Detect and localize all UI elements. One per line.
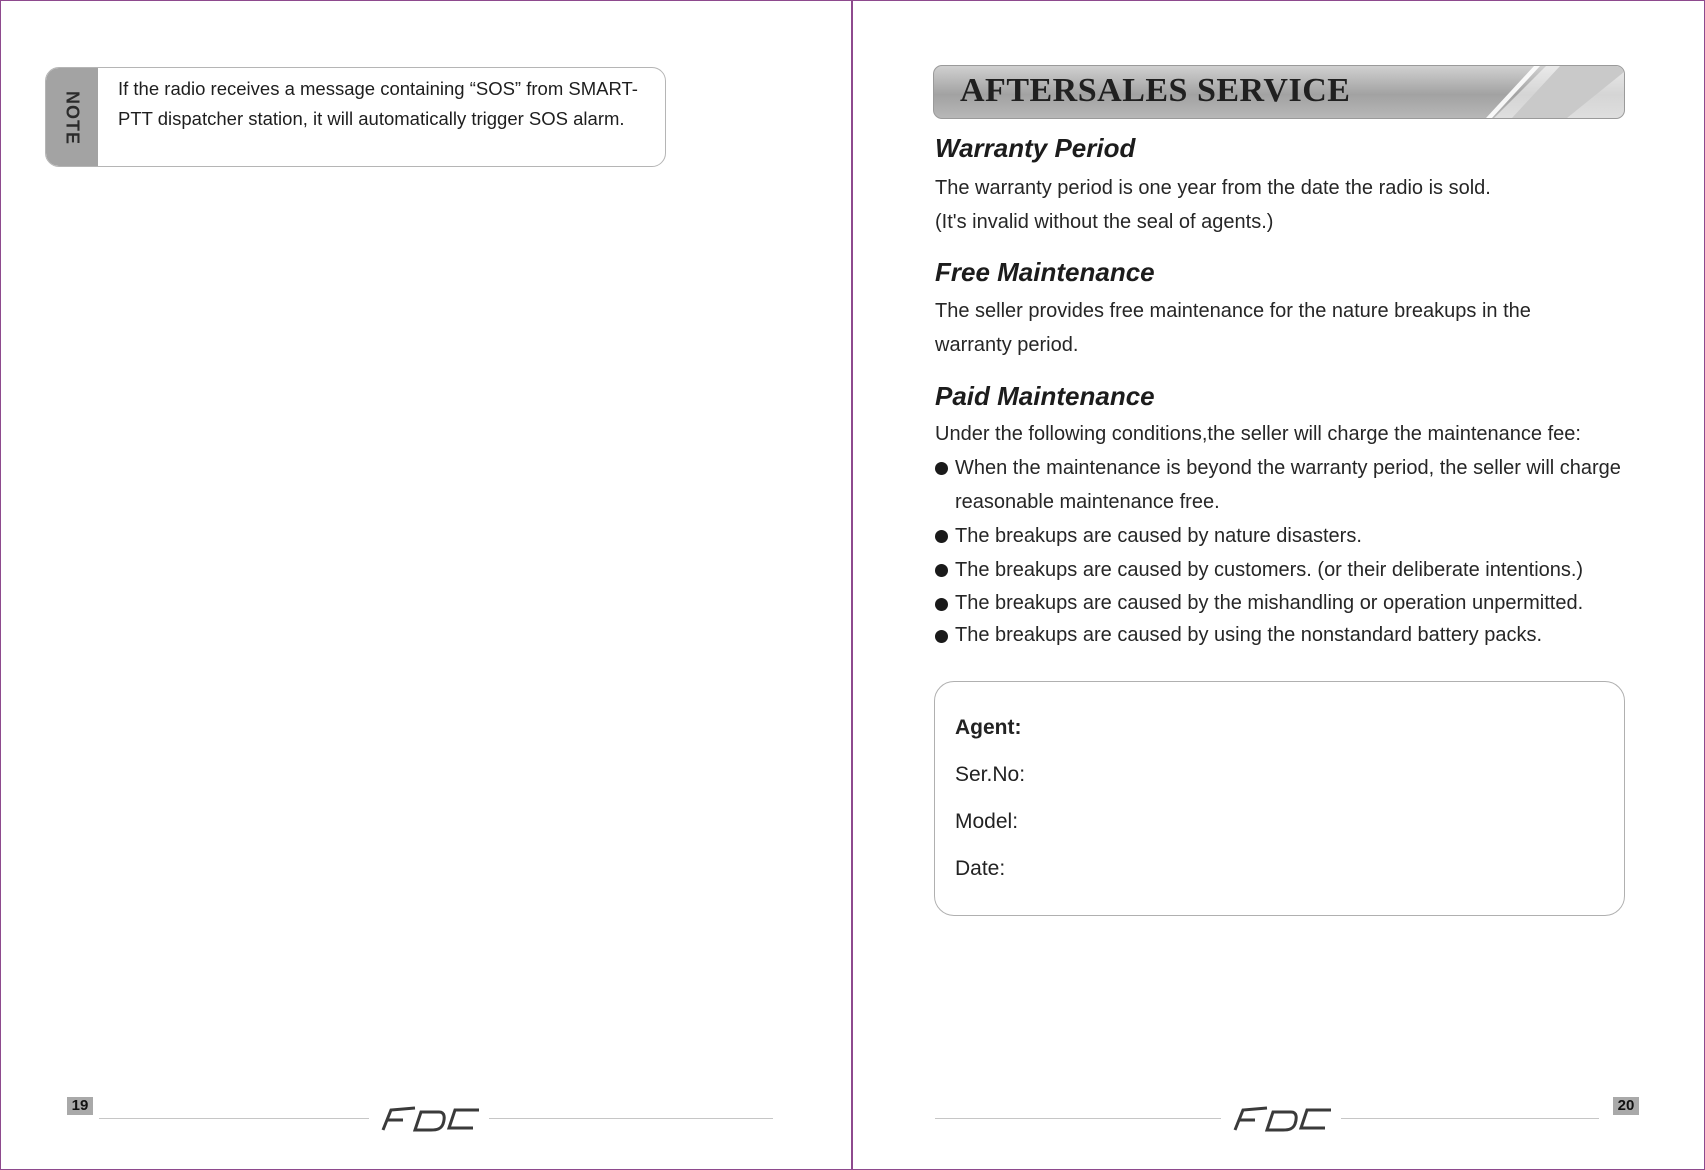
agent-info-box: [934, 681, 1625, 916]
right-page: [853, 1, 1703, 1169]
left-page: [1, 1, 851, 1169]
note-tab: [46, 68, 98, 166]
date-label: Date:: [955, 857, 1006, 880]
note-text: If the radio receives a message containing “SOS” from SMART-PTT dispatcher station, it will automatically trigger SOS alarm.: [118, 78, 638, 129]
condition-customers: The breakups are caused by customers. (or their deliberate intentions.): [935, 553, 1655, 587]
condition-nature-disasters: The breakups are caused by nature disasters.: [935, 519, 1655, 553]
section-banner: [933, 65, 1625, 119]
heading-warranty-period: Warranty Period: [935, 133, 1136, 163]
fdc-logo-left: [375, 1106, 485, 1132]
fdc-logo-right: [1227, 1106, 1337, 1132]
free-maintenance-line-2: warranty period.: [935, 334, 1079, 356]
footer-rule-right-b: [1341, 1118, 1599, 1119]
agent-label: Agent:: [955, 716, 1022, 739]
condition-mishandling: The breakups are caused by the mishandling or operation unpermitted.: [935, 587, 1655, 619]
model-label: Model:: [955, 810, 1019, 833]
footer-rule-left-b: [489, 1118, 773, 1119]
note-box: [45, 67, 666, 167]
note-label: NOTE: [62, 90, 83, 146]
paid-maintenance-intro: Under the following conditions,the seller will charge the maintenance fee:: [935, 423, 1581, 445]
condition-beyond-warranty: When the maintenance is beyond the warranty period, the seller will charge reasonable maintenance free.: [935, 451, 1655, 519]
condition-nonstandard-battery: The breakups are caused by using the nonstandard battery packs.: [935, 619, 1655, 651]
footer-rule-right-a: [935, 1118, 1221, 1119]
free-maintenance-line-1: The seller provides free maintenance for the nature breakups in the: [935, 300, 1531, 322]
page-title: AFTERSALES SERVICE: [960, 72, 1351, 109]
paid-maintenance-conditions: [935, 451, 1655, 651]
page-number-right: 20: [1613, 1097, 1639, 1115]
warranty-line-1: The warranty period is one year from the date the radio is sold.: [935, 177, 1491, 199]
footer-rule-left-a: [99, 1118, 369, 1119]
serial-number-label: Ser.No:: [955, 763, 1026, 786]
heading-free-maintenance: Free Maintenance: [935, 257, 1155, 287]
page-number-left: 19: [67, 1097, 93, 1115]
warranty-line-2: (It's invalid without the seal of agents.): [935, 211, 1274, 233]
heading-paid-maintenance: Paid Maintenance: [935, 381, 1155, 411]
